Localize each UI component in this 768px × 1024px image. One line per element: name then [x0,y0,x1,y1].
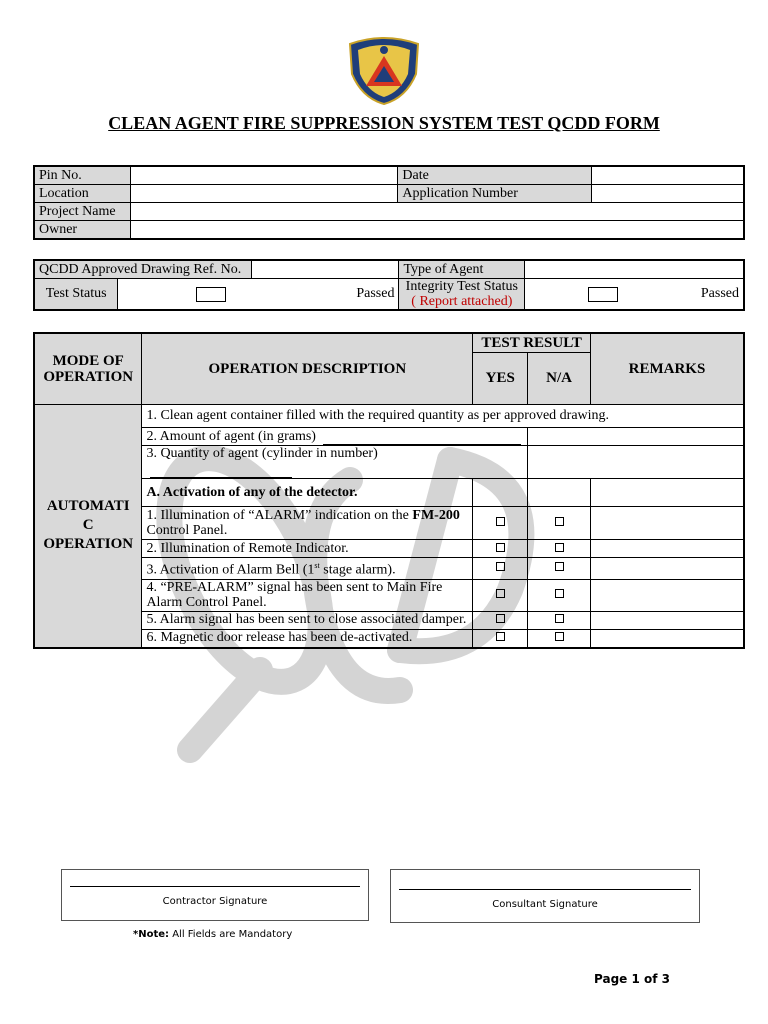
project-name-label: Project Name [34,203,131,221]
item-4-remarks[interactable] [590,579,744,611]
test-status-checkbox[interactable] [196,287,226,302]
application-number-field[interactable] [591,185,744,203]
yes-header: YES [473,352,528,404]
operation-description-header: OPERATION DESCRIPTION [142,333,473,405]
item-3-remarks[interactable] [590,558,744,580]
item-1-na-checkbox[interactable] [555,517,564,526]
item-1-na-cell [528,507,591,540]
integrity-test-label [399,279,525,311]
item-6-description: 6. Magnetic door release has been de-activated. [142,629,473,648]
item-3-yes-cell [473,558,528,580]
item-2-description: 2. Illumination of Remote Indicator. [142,540,473,558]
item-2-na-cell [528,540,591,558]
emblem-seal-icon [344,34,424,106]
item-1-text-cont: Control Panel. [146,523,228,538]
item-3-yes-checkbox[interactable] [496,562,505,571]
na-header: N/A [528,352,591,404]
item-2-yes-cell [473,540,528,558]
integrity-passed-label: Passed [700,286,739,301]
item-1-text: 1. Illumination of “ALARM” indication on the [146,508,413,523]
form-title: CLEAN AGENT FIRE SUPPRESSION SYSTEM TEST QCDD FORM [108,113,660,133]
project-info-table [33,165,745,240]
integrity-status-cell [525,279,744,311]
remarks-header: REMARKS [590,333,744,405]
contractor-signature-box[interactable] [61,869,369,921]
item-5-yes-cell [473,611,528,629]
note-prefix: *Note: [133,929,170,940]
item-4-na-checkbox[interactable] [555,589,564,598]
integrity-test-title: Integrity Test Status [405,279,518,294]
pin-label: Pin No. [34,166,131,185]
item-5-description: 5. Alarm signal has been sent to close associated damper. [142,611,473,629]
amount-of-agent-line[interactable] [323,432,521,445]
consultant-signature-line [399,889,691,890]
item-6-yes-checkbox[interactable] [496,632,505,641]
owner-field[interactable] [131,221,744,240]
location-field[interactable] [131,185,398,203]
mode-value-cell [34,405,142,648]
mode-value-line-2: C [82,517,94,534]
amount-of-agent-label: 2. Amount of agent (in grams) [146,428,316,444]
item-1-panel-name: FM-200 [412,508,460,523]
project-name-field[interactable] [131,203,744,221]
mode-of-operation-header: MODE OF OPERATION [34,333,142,405]
drawing-status-table [33,259,745,311]
item-1-remarks[interactable] [590,507,744,540]
contractor-signature-line [70,886,360,887]
item-2-remarks[interactable] [590,540,744,558]
drawing-ref-label: QCDD Approved Drawing Ref. No. [34,260,251,279]
item-2-na-checkbox[interactable] [555,543,564,552]
item-6-na-cell [528,629,591,648]
item-5-remarks[interactable] [590,611,744,629]
mandatory-note [133,929,292,940]
item-3-description [142,558,473,580]
report-attached-note: ( Report attached) [411,294,513,309]
item-4-text: 4. “PRE-ALARM” signal has been sent to Main Fire [146,580,443,596]
section-a-heading: A. Activation of any of the detector. [142,479,473,507]
integrity-status-checkbox[interactable] [588,287,618,302]
quantity-of-agent-blank [528,446,744,479]
test-status-passed-label: Passed [356,286,395,301]
section-a-remarks-cell [590,479,744,507]
amount-of-agent-row [142,428,528,446]
item-1-description [142,507,473,540]
agent-type-field[interactable] [525,260,744,279]
location-label: Location [34,185,131,203]
quantity-of-agent-row [142,446,528,479]
item-6-yes-cell [473,629,528,648]
item-6-na-checkbox[interactable] [555,632,564,641]
quantity-of-agent-line[interactable] [150,465,292,478]
item-6-remarks[interactable] [590,629,744,648]
operation-test-table [33,332,745,649]
item-4-text-cont: Alarm Control Panel. [146,595,267,611]
item-5-yes-checkbox[interactable] [496,614,505,623]
item-1-yes-cell [473,507,528,540]
quantity-of-agent-label: 3. Quantity of agent (cylinder in number) [146,446,378,461]
test-result-header: TEST RESULT [473,333,591,352]
item-3-text: 3. Activation of Alarm Bell (1 [146,562,315,578]
amount-of-agent-blank [528,428,744,446]
item-4-yes-checkbox[interactable] [496,589,505,598]
section-a-yes-cell [473,479,528,507]
test-status-label: Test Status [34,279,118,311]
contractor-signature-label: Contractor Signature [162,896,268,907]
item-5-na-checkbox[interactable] [555,614,564,623]
mode-value-line-3: OPERATION [43,536,134,553]
item-3-superscript: st [314,561,320,570]
drawing-ref-field[interactable] [251,260,399,279]
date-label: Date [398,166,592,185]
date-field[interactable] [591,166,744,185]
item-1-yes-checkbox[interactable] [496,517,505,526]
consultant-signature-label: Consultant Signature [492,899,598,910]
section-a-na-cell [528,479,591,507]
page-number: Page 1 of 3 [594,972,670,986]
consultant-signature-box[interactable] [390,869,700,923]
item-3-na-cell [528,558,591,580]
agent-type-label: Type of Agent [399,260,525,279]
note-text: All Fields are Mandatory [169,929,293,940]
mode-value-line-1: AUTOMATI [46,498,130,515]
item-2-yes-checkbox[interactable] [496,543,505,552]
item-5-na-cell [528,611,591,629]
application-number-label: Application Number [398,185,592,203]
container-filled-row: 1. Clean agent container filled with the required quantity as per approved drawing. [142,405,744,428]
item-3-text-cont: stage alarm). [319,562,396,578]
item-4-description [142,579,473,611]
owner-label: Owner [34,221,131,240]
item-3-na-checkbox[interactable] [555,562,564,571]
test-status-cell [118,279,399,311]
item-4-na-cell [528,579,591,611]
item-4-yes-cell [473,579,528,611]
pin-field[interactable] [131,166,398,185]
